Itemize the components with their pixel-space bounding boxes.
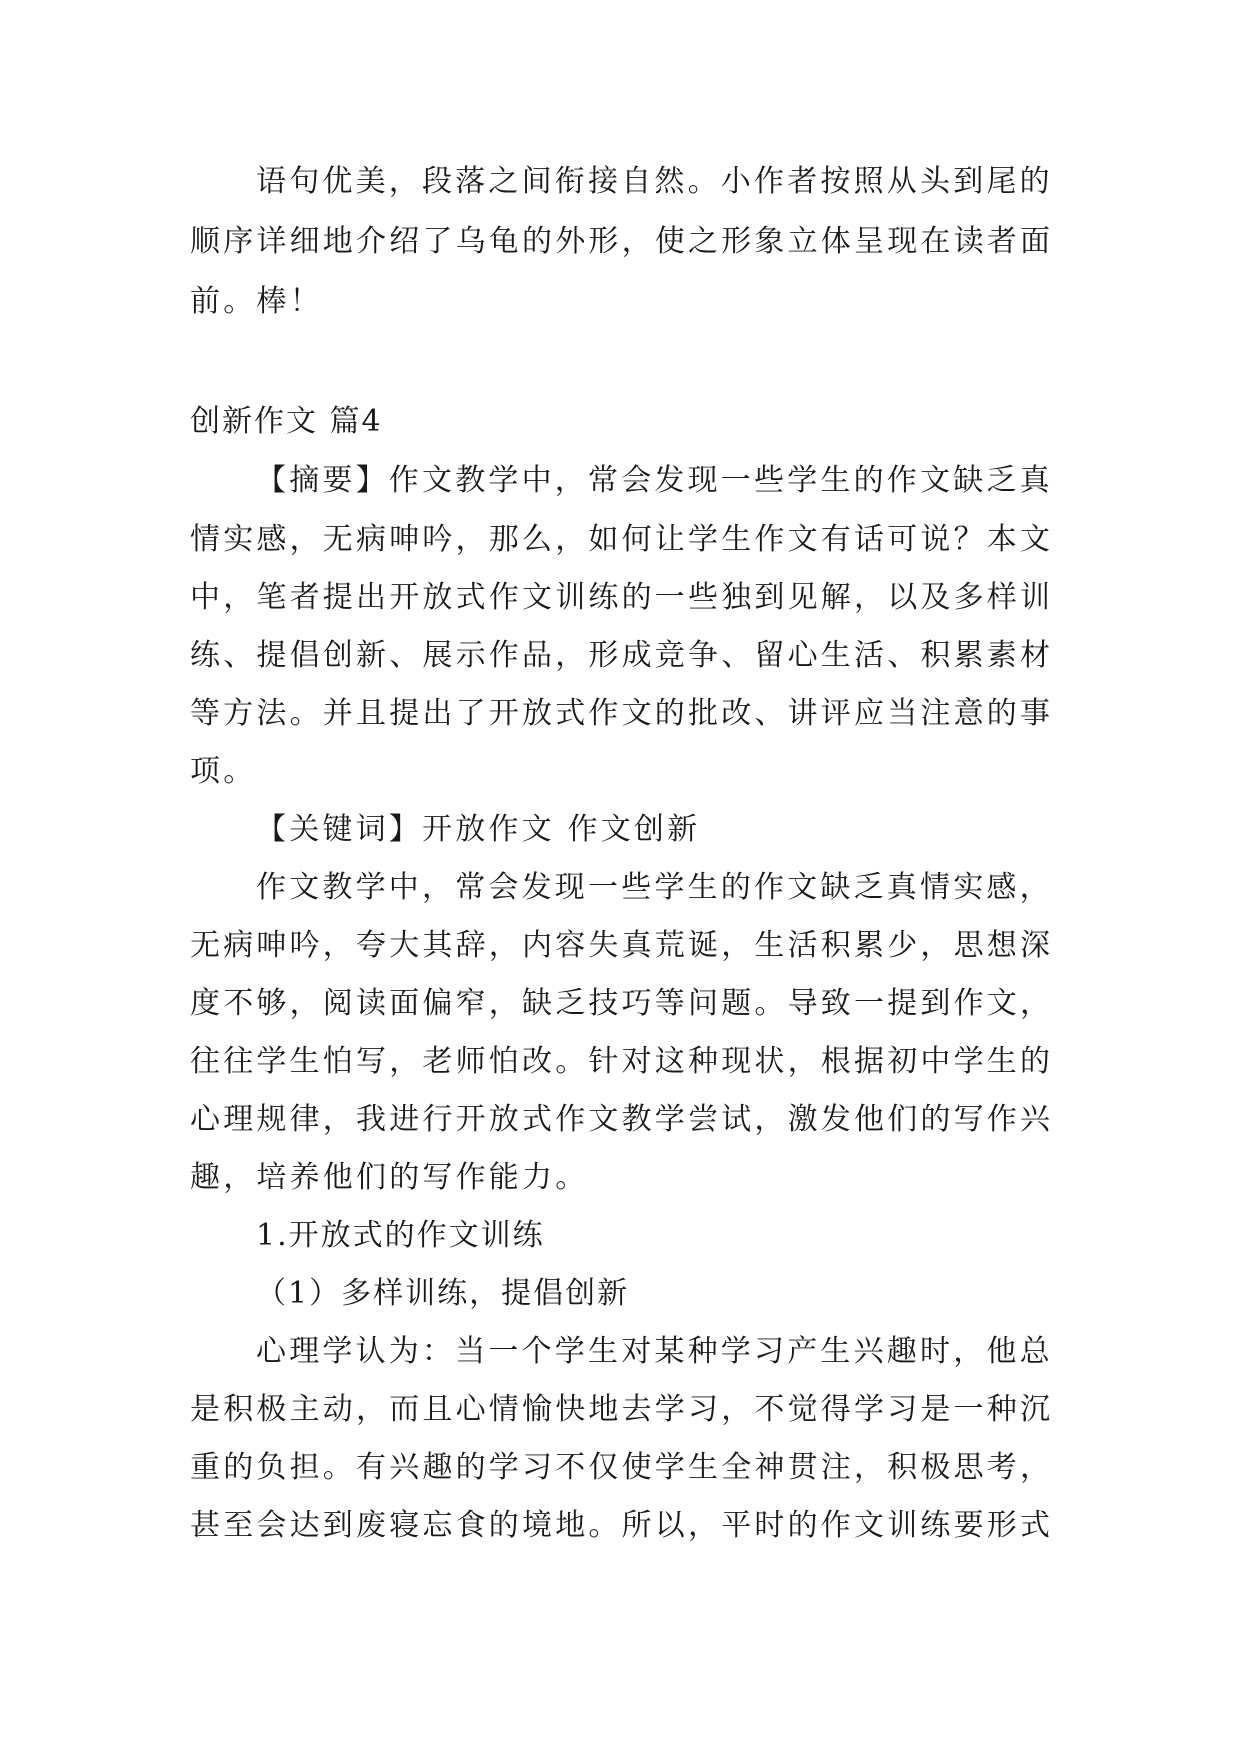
paragraph-line: 作文教学中，常会发现一些学生的作文缺乏真情实感，	[256, 870, 1053, 905]
subheading-1-1: （1）多样训练，提倡创新	[256, 1276, 630, 1311]
abstract-line: 项。	[190, 754, 257, 789]
paragraph-line: 心理规律，我进行开放式作文教学尝试，激发他们的写作兴	[190, 1102, 1054, 1137]
keywords-line: 【关键词】开放作文 作文创新	[256, 812, 701, 847]
paragraph-line: 往往学生怕写，老师怕改。针对这种现状，根据初中学生的	[190, 1044, 1054, 1079]
paragraph-line: 顺序详细地介绍了乌龟的外形，使之形象立体呈现在读者面	[190, 224, 1054, 259]
paragraph-line: 趣，培养他们的写作能力。	[190, 1160, 589, 1195]
abstract-line: 练、提倡创新、展示作品，形成竞争、留心生活、积累素材	[190, 638, 1054, 673]
paragraph-line: 度不够，阅读面偏窄，缺乏技巧等问题。导致一提到作文，	[190, 986, 1054, 1021]
subheading-1: 1.开放式的作文训练	[256, 1218, 545, 1253]
paragraph-line: 重的负担。有兴趣的学习不仅使学生全神贯注，积极思考，	[190, 1450, 1054, 1485]
abstract-line: 等方法。并且提出了开放式作文的批改、讲评应当注意的事	[190, 696, 1054, 731]
paragraph-line: 无病呻吟，夸大其辞，内容失真荒诞，生活积累少，思想深	[190, 928, 1054, 963]
section-heading: 创新作文 篇4	[190, 404, 383, 439]
paragraph-line: 前。棒！	[190, 284, 323, 319]
paragraph-line: 语句优美，段落之间衔接自然。小作者按照从头到尾的	[256, 164, 1053, 199]
paragraph-line: 甚至会达到废寝忘食的境地。所以，平时的作文训练要形式	[190, 1508, 1054, 1543]
abstract-line: 情实感，无病呻吟，那么，如何让学生作文有话可说？本文	[190, 522, 1054, 557]
paragraph-line: 是积极主动，而且心情愉快地去学习，不觉得学习是一种沉	[190, 1392, 1054, 1427]
paragraph-line: 心理学认为：当一个学生对某种学习产生兴趣时，他总	[256, 1334, 1053, 1369]
abstract-line: 【摘要】作文教学中，常会发现一些学生的作文缺乏真	[256, 463, 1053, 498]
abstract-line: 中，笔者提出开放式作文训练的一些独到见解，以及多样训	[190, 580, 1054, 615]
